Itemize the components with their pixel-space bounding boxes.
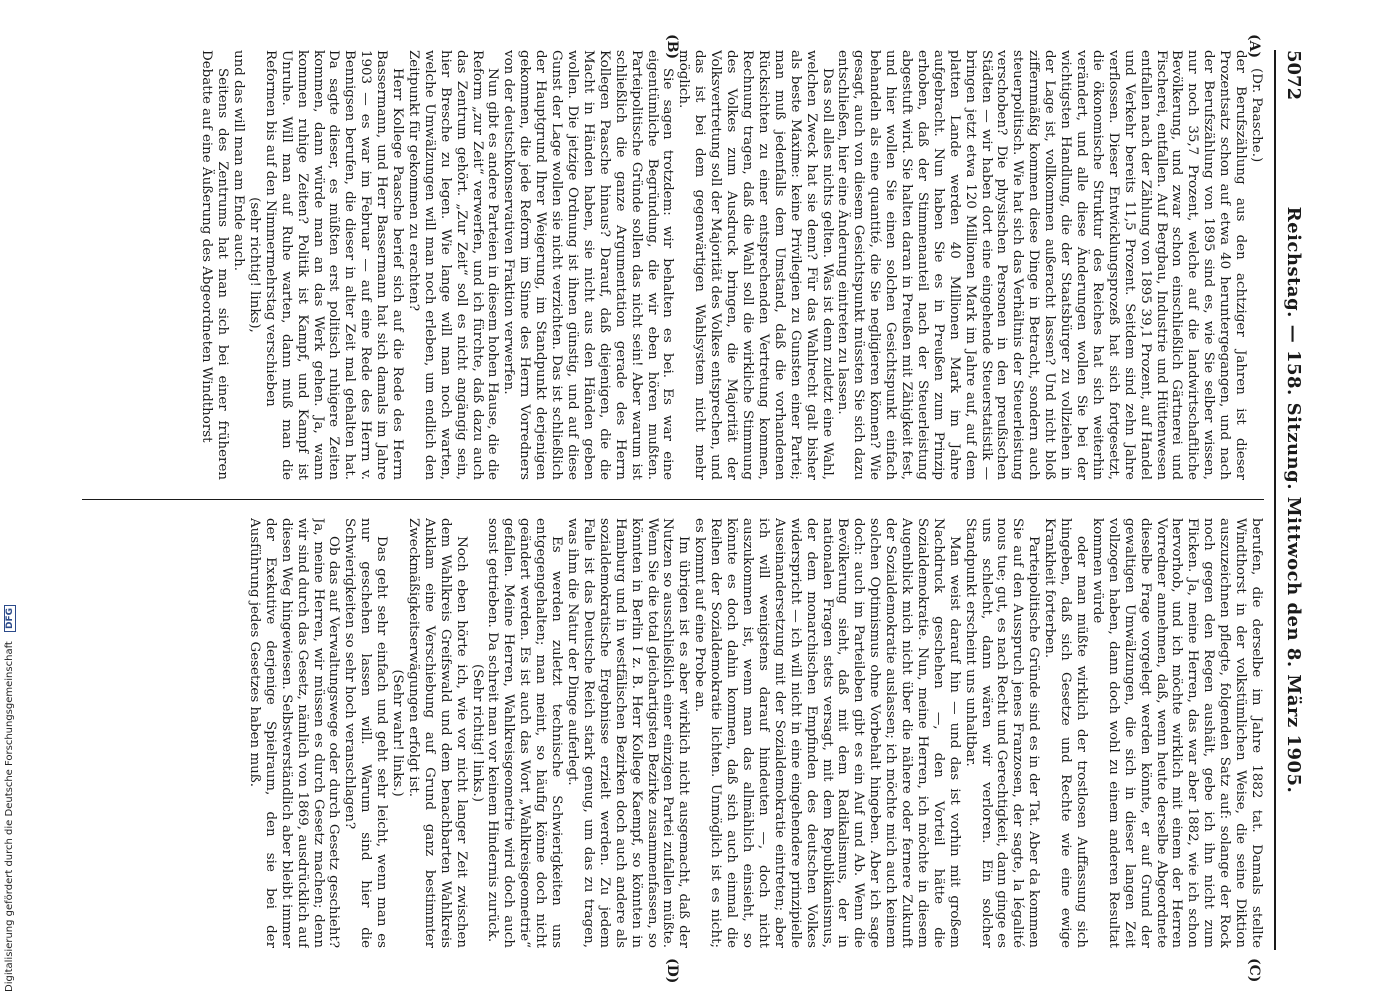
interjection: (Sehr richtig! links.) bbox=[469, 664, 485, 802]
column-divider bbox=[82, 499, 1264, 500]
interjection: (sehr richtig! links), bbox=[246, 197, 262, 333]
paragraph: Im übrigen ist es aber wirklich nicht ausgemacht, daß der Nutzen so ausschließlich einer einzigen Partei zufallen müßte. Wenn Sie die total gleichartigsten Bezirke zusammenfassen, so könnten in Berlin I z. B. Herr Kollege Kaempf, so könnten in Hamburg und in westfälischen Bezirken doch auch andere als sozialdemokratische Ergebnisse erzielt werden. Zu jedem Falle ist das Deutsche Reich stark genug, um das zu tragen, was ihm die Natur der Dinge auferlegt. bbox=[565, 518, 692, 948]
paragraph: der Berufszählung aus den achtziger Jahren ist dieser Prozentsatz schon auf etwa 40 heruntergegangen, und nach der Berufszählung von 1895 sind es, wie Sie selber wissen, nur noch 35,7 Prozent, welche auf die landwirtschaftliche Bevölkerung, und zwar schon einschließlich Gärtnerei und Fischerei, entfallen. Auf Bergbau, Industrie und Hüttenwesen entfallen nach der Zählung von 1895 39,1 Prozent, auf Handel und Verkehr bereits 11,5 Prozent. Seitdem sind zehn Jahre verflossen. Dieser Entwicklungsprozeß hat sich fortgesetzt, die ökonomische Struktur des Reiches hat sich weiterhin verändert, und alle diese Änderungen wollen Sie bei der wichtigsten Handlung, die der Staatsbürger zu vollziehen in der Lage ist, vollkommen außeracht lassen? Und nicht bloß ziffernmäßig kommen diese Dinge in Betracht, sondern auch steuerpolitisch. Wie hat sich das Verhältnis der Steuerleistung verschoben? Die physischen Personen in den preußischen Städten — wir haben dort eine eingehende Steuerstatistik — bringen jetzt etwa 120 Millionen Mark im Jahre auf, auf dem platten Lande werden 40 Millionen Mark im Jahre aufgebracht. Nun haben Sie es in Preußen zum Prinzip erhoben, daß der Stimmenanteil nach der Steuerleistung abgestuft wird. Sie halten daran in Preußen mit Zähigkeit fest, und hier wollen Sie einen solchen Gesichtspunkt einfach behandeln als eine quantité, die Sie negligieren können? Wie gesagt, auch von diesem Gesichtspunkt müssten Sie sich dazu entschließen, hier eine Änderung eintreten zu lassen. bbox=[835, 50, 1249, 480]
dfg-logo: DFG bbox=[4, 605, 16, 632]
header-rule bbox=[1274, 50, 1276, 950]
right-column bbox=[74, 518, 1264, 948]
paragraph: oder man müßte wirklich der trostlosen Auffassung sich hingeben, daß sich Gesetze und Rechte wie eine ewige Krankheit forterben. bbox=[1042, 518, 1090, 948]
paragraph: berufen, die derselbe im Jahre 1882 tat. Damals stellte Windthorst in der volkstümlichen Weise, die seine Diktion auszuzeichnen pflegte, folgenden Satz auf: solange der Rock noch gegen den Regen aushält, gebe ich ihn nicht zum Flicken. Ja, meine Herren, das war aber 1882, wie ich schon hervorhob, und ich möchte wirklich mit einem der Herren Vorredner annehmen, daß, wenn heute derselbe Abgeordnete dieselbe Frage vorgelegt werden könnte, er auf Grund der gewaltigen Umwälzungen, die sich in dieser langen Zeit vollzogen haben, dann doch wohl zu einem anderen Resultat kommen würde bbox=[1089, 518, 1264, 948]
paragraph: Es werden zuletzt technische Schwierigkeiten uns entgegengehalten; man meint, so häufig könne doch nicht geändert werden. Es ist auch das Wort „Wahlkreisgeometrie“ gefallen. Meine Herren, Wahlkreisgeometrie wird doch auch sonst getrieben. Da schreit man vor keinem Hindernis zurück. bbox=[485, 518, 565, 948]
paragraph: Sie sagen trotzdem: wir behalten es bei. Es war eine eigentümliche Begründung, die wir eben hören mußten. Parteipolitische Gründe sollen das nicht sein! Aber warum ist schließlich die ganze Argumentation gerade des Herrn Kollegen Paasche hinaus? Darauf, daß diejenigen, die die Macht in Händen haben, sie nicht aus den Händen geben wollen. Die jetzige Ordnung ist ihnen günstig, und auf diese Gunst der Lage wollen sie nicht verzichten. Das ist schließlich der Hauptgrund Ihrer Weigerung, im Standpunkt derjenigen gekommen, die jede Reform im Sinne des Herrn Vorredners von der deutschkonservativen Fraktion verwerfen. bbox=[501, 50, 676, 480]
paragraph: Das geht sehr einfach und geht sehr leicht, wenn man es nur geschehen lassen will. Warum sind hier die Schwierigkeiten so sehr hoch veranschlagen? bbox=[342, 518, 390, 948]
paragraph: Das soll alles nichts gelten. Was ist denn zuletzt eine Wahl, welchen Zweck hat sie denn? Für das Wahlrecht galt bisher als beste Maxime: keine Privilegien zu Gunsten einer Partei; man muß jedenfalls dem Umstand, daß die vorhandenen Rücksichten zu einer entsprechenden Vertretung kommen, Rechnung tragen, daß die Wahl soll die wirkliche Stimmung des Volkes zum Ausdruck bringen, die Majorität der Volksvertretung soll der Majorität des Volkes entsprechen, und das ist bei dem gegenwärtigen Wahlsystem nicht mehr möglich. bbox=[676, 50, 835, 480]
speaker-label: (Dr. Paasche.) bbox=[1249, 68, 1264, 163]
page-number: 5072 bbox=[1283, 50, 1304, 101]
paragraph: Ob das auf Verwaltungswege oder durch Gesetz geschieht? Ja, meine Herren, wir müssen es durch Gesetz machen; denn wir sind durch das Gesetz, nämlich von 1869, ausdrücklich auf diesen Weg hingewiesen. Selbstverständlich aber bleibt immer der Exekutive derjenige Spielraum, den sie bei der Ausführung jedes Gesetzes haben muß. bbox=[246, 518, 342, 948]
paragraph: Seitens des Zentrums hat man sich bei einer früheren Debatte auf eine Äußerung des Abgeordneten Windthorst bbox=[199, 50, 231, 480]
paragraph: und das will man am Ende auch. bbox=[231, 50, 246, 271]
interjection: (Sehr wahr! links.) bbox=[390, 669, 406, 797]
paragraph: Noch eben hörte ich, wie vor nicht langer Zeit zwischen dem Wahlkreis Greifswald und dem benachbarten Wahlkreis Anklam eine Verschiebung auf Grund ganz bestimmter Zweckmäßigkeitserwägungen erfolgt ist. bbox=[405, 518, 469, 948]
credit-text: Digitalisierung gefördert durch die Deutsche Forschungsgemeinschaft bbox=[4, 641, 15, 992]
paragraph: Herr Kollege Paasche berief sich auf die Rede des Herrn Bassermann, und Herr Bassermann hat sich damals im Jahre 1903 — es war im Februar — auf eine Rede des Herrn v. Bennigsen berufen, die dieser in alter Zeit mal gehalten hat. Da sagte dieser, es müßten erst politisch ruhigere Zeiten kommen, dann würde man an das Werk gehen. Ja, wann kommen ruhige Zeiten? Politik ist Kampf, und Kampf ist Unruhe. Will man auf Ruhe warten, dann muß man die Reformen bis auf den Nimmermehrstag verschieben bbox=[262, 50, 406, 480]
page-title: Reichstag. — 158. Sitzung. Mittwoch den 8. März 1905. bbox=[1283, 206, 1304, 794]
margin-marker-d: (D) bbox=[664, 958, 680, 984]
margin-marker-b: (B) bbox=[664, 34, 680, 60]
margin-marker-a: (A) bbox=[1246, 34, 1262, 59]
margin-marker-c: (C) bbox=[1246, 958, 1262, 983]
paragraph: Parteipolitische Gründe sind es in der Tat. Aber da kommen Sie auf den Ausspruch jenes Franzosen, der sagte, la légalité nous tue; gut, es nach Recht und Gerechtigkeit, dann ginge es uns schlecht, dann wären wir verloren. Ein solcher Standpunkt erscheint uns unhaltbar. bbox=[962, 518, 1042, 948]
paragraph: Man weist darauf hin — und das ist vorhin mit großem Nachdruck geschehen —, den Vorteil hätte die Sozialdemokratie. Nun, meine Herren, ich möchte in diesem Augenblick mich nicht über die nähere oder fernere Zukunft der Sozialdemokratie auslassen; ich möchte mich auch keinem solchen Optimismus ohne Vorbehalt hingeben. Aber ich sage doch: auch im Parteileben gibt es ein Auf und Ab. Wenn die Bevölkerung sieht, daß mit dem Radikalismus, der in nationalen Fragen stets versagt, mit dem Republikanismus, der dem monarchischen Empfinden des deutschen Volkes widerspricht — ich will nicht in eine eingehendere prinzipielle Auseinandersetzung mit der Sozialdemokratie eintreten; aber ich will wenigstens darauf hindeuten —, doch nicht auszukommen ist, wenn man das allmählich einsieht, so könnte es doch dahin kommen, daß sich auch einmal die Reihen der Sozialdemokratie lichten. Unmöglich ist es nicht; es kommt auf eine Probe an. bbox=[692, 518, 962, 948]
paragraph: Nun gibt es andere Parteien in diesem hohen Hause, die die Reform „zur Zeit“ verwerfen, und ich fürchte, daß dazu auch das Zentrum gehört. „Zur Zeit“ soll es nicht angängig sein, hier Bresche zu legen. Wie lange will man noch warten, welche Umwälzungen will man noch erleben, um endlich den Zeitpunkt für gekommen zu erachten? bbox=[405, 50, 501, 480]
left-column bbox=[74, 50, 1264, 480]
page-header bbox=[1278, 50, 1304, 950]
